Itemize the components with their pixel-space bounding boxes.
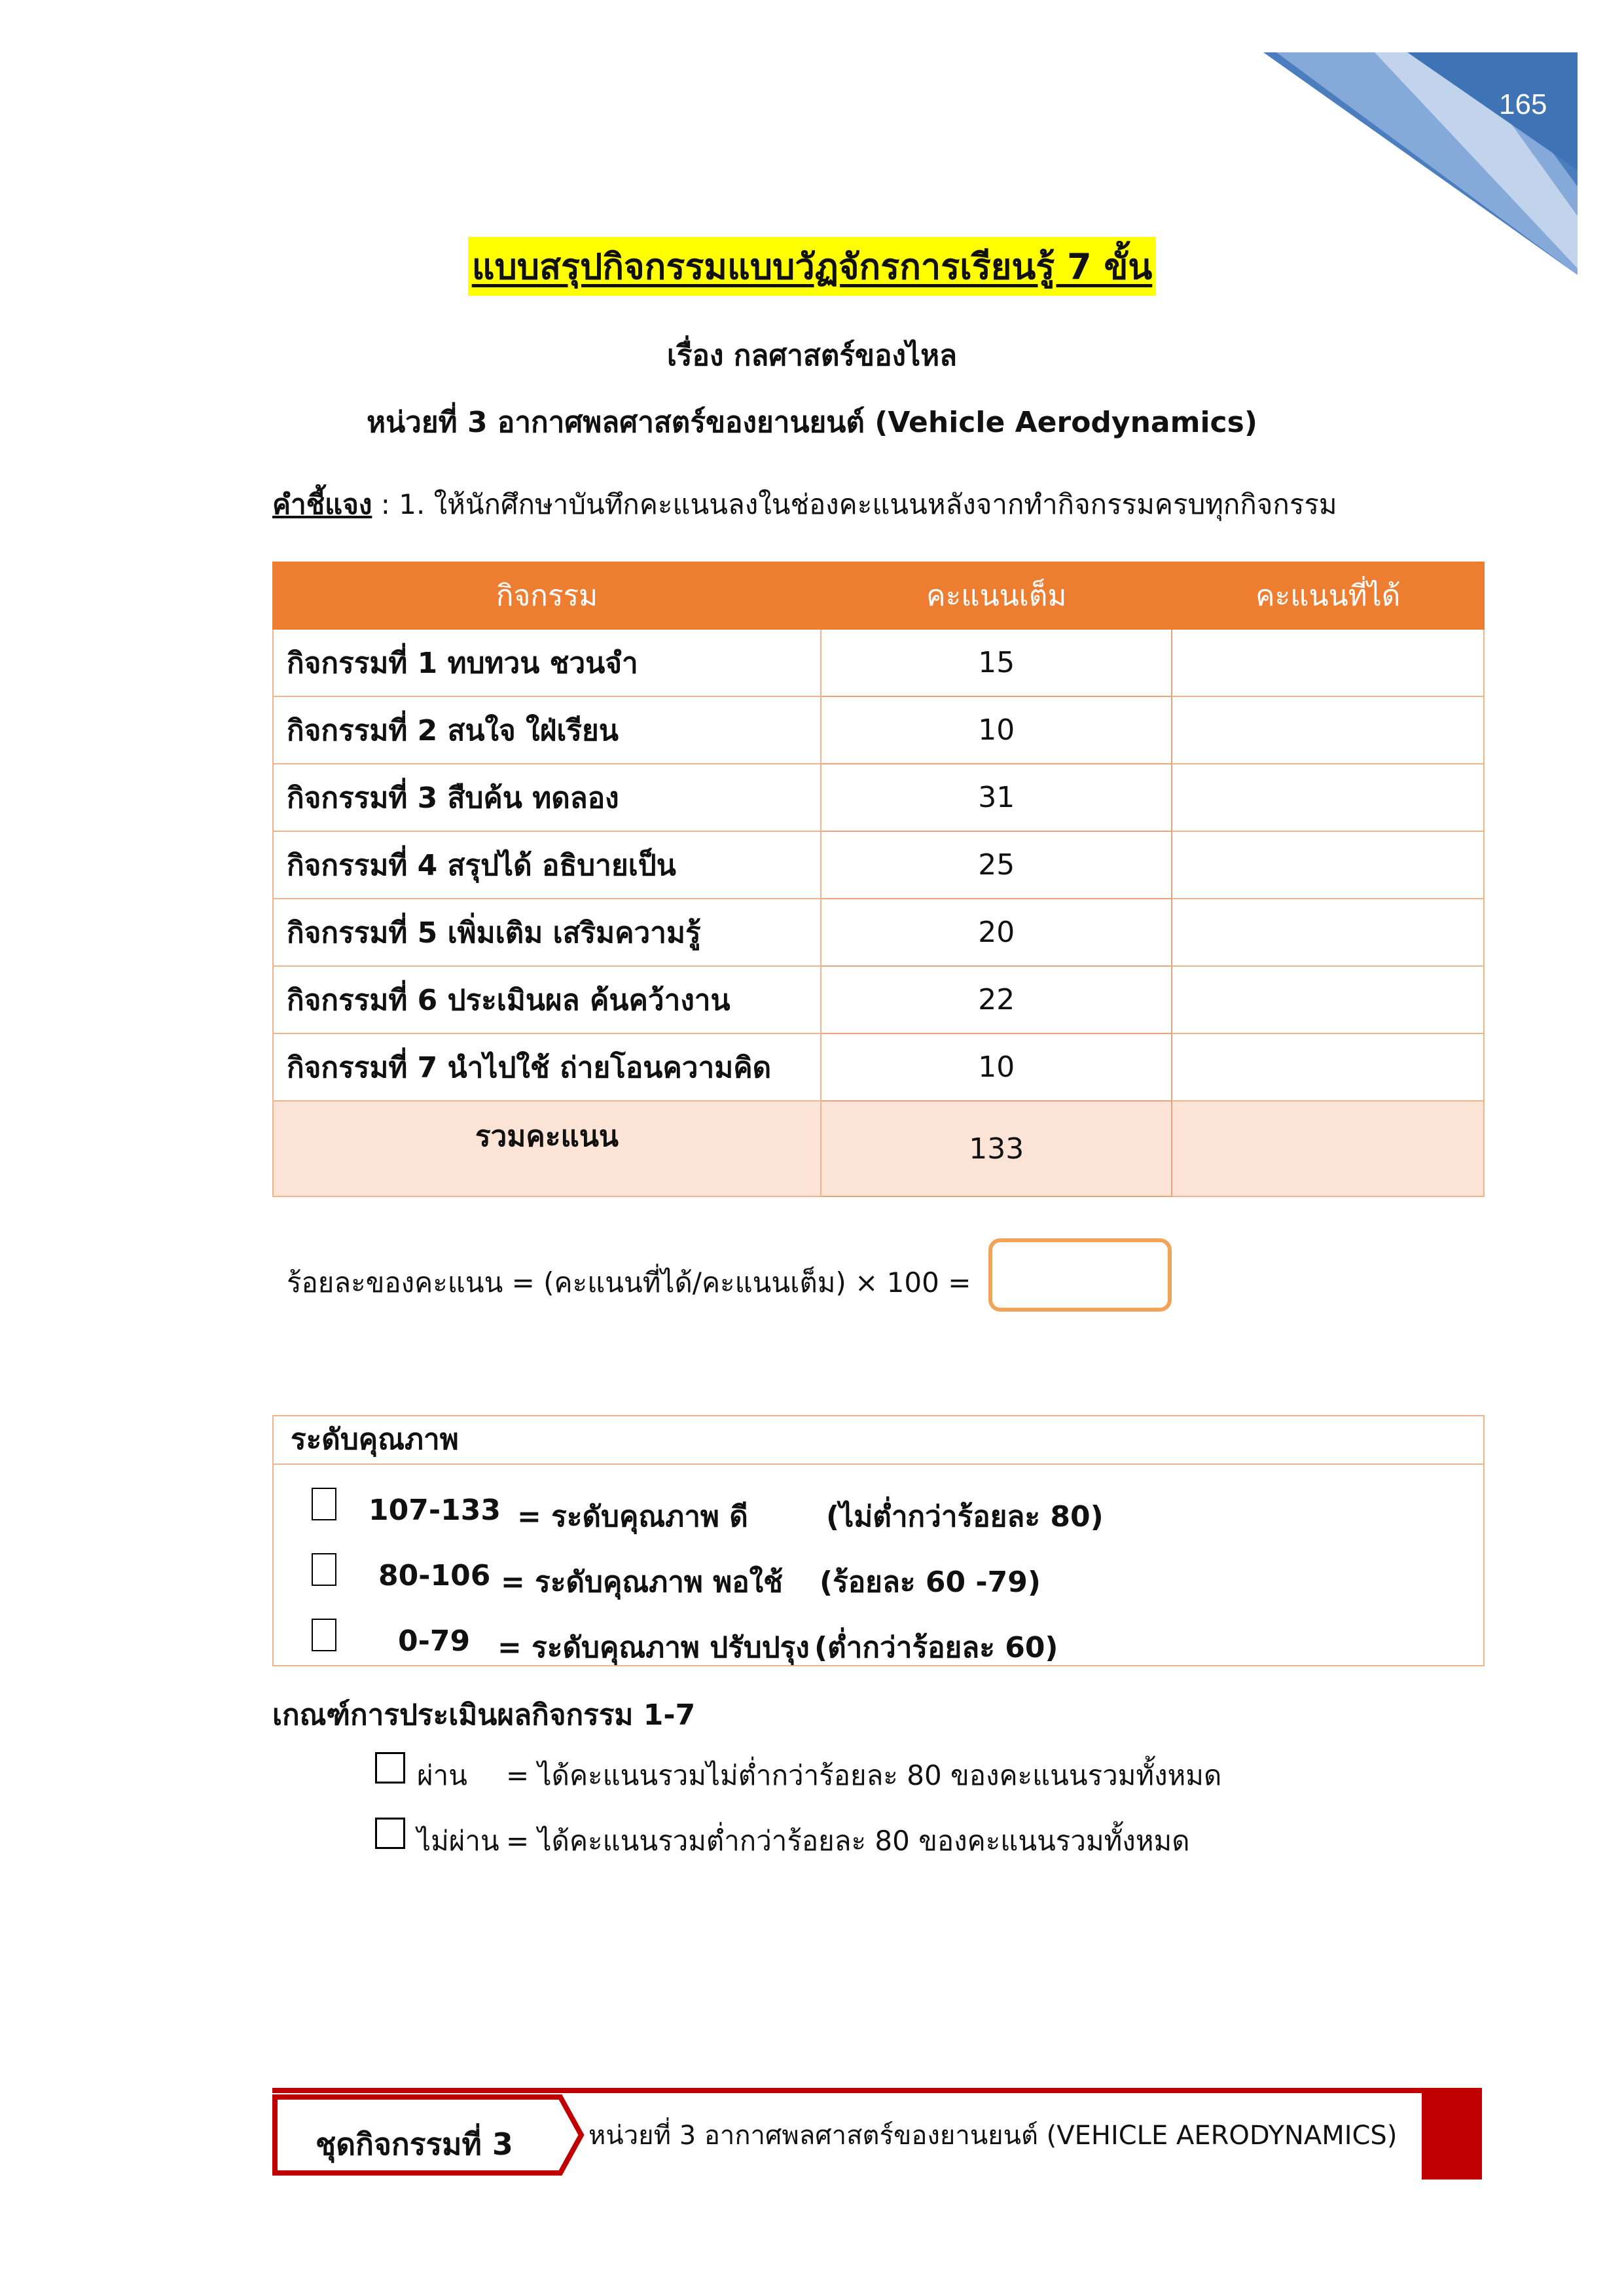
quality-label: = ระดับคุณภาพ พอใช้ [501,1566,784,1599]
criteria-text: = ได้คะแนนรวมต่ำกว่าร้อยละ 80 ของคะแนนรวมทั้งหมด [506,1825,1190,1857]
pass-checkbox[interactable] [375,1752,405,1784]
percent-answer-box[interactable] [988,1238,1172,1312]
quality-range: 80-106 [378,1559,491,1592]
score-table [272,562,1485,1197]
table-row [273,831,1484,899]
score-cell[interactable] [1172,1033,1484,1101]
score-cell[interactable] [1172,831,1484,899]
criteria-label: ไม่ผ่าน [417,1825,499,1857]
activity-name: กิจกรรมที่ 6 ประเมินผล ค้นคว้างาน [273,966,821,1033]
percent-formula: ร้อยละของคะแนน = (คะแนนที่ได้/คะแนนเต็ม) × 100 = [287,1266,971,1299]
quality-checkbox-improve[interactable] [312,1619,336,1651]
quality-range: 0-79 [398,1624,471,1658]
page-number: 165 [1499,88,1547,120]
activity-name: กิจกรรมที่ 4 สรุปได้ อธิบายเป็น [273,831,821,899]
full-score: 15 [821,629,1172,696]
table-row [273,764,1484,831]
activity-name: กิจกรรมที่ 7 นำไปใช้ ถ่ายโอนความคิด [273,1033,821,1101]
score-cell[interactable] [1172,696,1484,764]
unit-heading: หน่วยที่ 3 อากาศพลศาสตร์ของยานยนต์ (Vehicle Aerodynamics) [367,406,1257,439]
criteria-label: ผ่าน [417,1759,467,1791]
total-label: รวมคะแนน [273,1101,821,1196]
table-row [273,899,1484,966]
activity-name: กิจกรรมที่ 1 ทบทวน ชวนจำ [273,629,821,696]
subject-heading: เรื่อง กลศาสตร์ของไหล [666,339,958,372]
score-cell[interactable] [1172,629,1484,696]
page-footer [272,2088,1482,2179]
quality-range: 107-133 [369,1494,501,1527]
quality-checkbox-good[interactable] [312,1488,336,1520]
instruction-label: คำชี้แจง [272,488,372,520]
activity-name: กิจกรรมที่ 3 สืบค้น ทดลอง [273,764,821,831]
total-row [273,1101,1484,1196]
quality-note: (ไม่ต่ำกว่าร้อยละ 80) [826,1500,1104,1534]
full-score: 25 [821,831,1172,899]
instruction [272,483,1337,526]
criteria-text: = ได้คะแนนรวมไม่ต่ำกว่าร้อยละ 80 ของคะแนนรวมทั้งหมด [506,1759,1222,1791]
activity-set-label: ชุดกิจกรรมที่ 3 [316,2126,513,2162]
footer-unit-label: หน่วยที่ 3 อากาศพลศาสตร์ของยานยนต์ (VEHICLE AERODYNAMICS) [588,2121,1398,2151]
full-score: 22 [821,966,1172,1033]
full-score: 31 [821,764,1172,831]
header-activity: กิจกรรม [273,562,821,629]
quality-label: = ระดับคุณภาพ ปรับปรุง [497,1631,810,1664]
header-score-obtained: คะแนนที่ได้ [1172,562,1484,629]
quality-checkbox-fair[interactable] [312,1553,336,1586]
score-cell[interactable] [1172,966,1484,1033]
activity-name: กิจกรรมที่ 5 เพิ่มเติม เสริมความรู้ [273,899,821,966]
fail-checkbox[interactable] [375,1818,405,1849]
total-score-cell[interactable] [1172,1101,1484,1196]
quality-heading: ระดับคุณภาพ [274,1416,1483,1465]
table-header-row [273,562,1484,629]
score-cell[interactable] [1172,764,1484,831]
full-score: 20 [821,899,1172,966]
activity-name: กิจกรรมที่ 2 สนใจ ใฝ่เรียน [273,696,821,764]
table-row [273,966,1484,1033]
page-title: แบบสรุปกิจกรรมแบบวัฏจักรการเรียนรู้ 7 ขั้น [468,237,1157,296]
table-row [273,696,1484,764]
table-row [273,629,1484,696]
score-cell[interactable] [1172,899,1484,966]
total-full-score: 133 [821,1101,1172,1196]
table-row [273,1033,1484,1101]
criteria-heading: เกณฑ์การประเมินผลกิจกรรม 1-7 [272,1698,696,1732]
quality-note: (ต่ำกว่าร้อยละ 60) [814,1631,1058,1664]
instruction-text: : 1. ให้นักศึกษาบันทึกคะแนนลงในช่องคะแนนหลังจากทำกิจกรรมครบทุกกิจกรรม [372,488,1337,520]
quality-note: (ร้อยละ 60 -79) [820,1566,1041,1599]
quality-label: = ระดับคุณภาพ ดี [517,1500,748,1534]
header-full-score: คะแนนเต็ม [821,562,1172,629]
full-score: 10 [821,696,1172,764]
full-score: 10 [821,1033,1172,1101]
